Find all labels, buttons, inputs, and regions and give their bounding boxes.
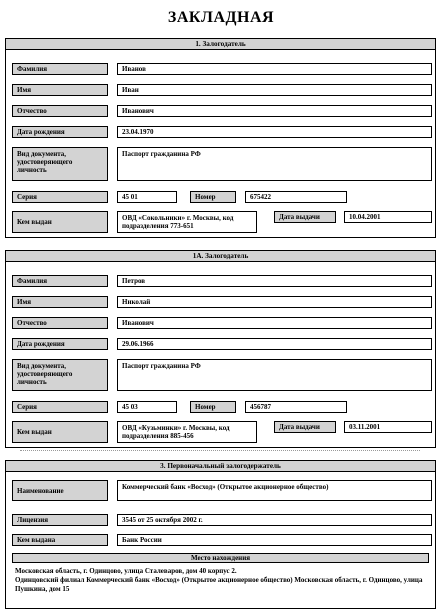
organization-label: Наименование bbox=[12, 480, 108, 501]
location-line-2: Одинцовский филиал Коммерческий банк «Восход» (Открытое акционерное общество) Московская область, г. Одинцово, улица Пушкина, дом 15 bbox=[15, 576, 423, 593]
name-field[interactable]: Иван bbox=[117, 84, 432, 96]
number-label: Номер bbox=[190, 191, 236, 203]
id-document-label: Вид документа, удостоверяющего личность bbox=[12, 147, 108, 181]
location-field[interactable] bbox=[12, 564, 429, 604]
number-label: Номер bbox=[190, 401, 236, 413]
name-field[interactable]: Николай bbox=[117, 296, 432, 308]
id-document-label: Вид документа, удостоверяющего личность bbox=[12, 359, 108, 391]
surname-label: Фамилия bbox=[12, 275, 108, 287]
section-original-pledgee bbox=[5, 460, 436, 609]
name-label: Имя bbox=[12, 84, 108, 96]
series-label: Серия bbox=[12, 401, 108, 413]
id-document-field[interactable]: Паспорт гражданина РФ bbox=[117, 359, 432, 391]
surname-label: Фамилия bbox=[12, 63, 108, 75]
number-field[interactable]: 456787 bbox=[245, 401, 347, 413]
issue-date-label: Дата выдачи bbox=[274, 211, 336, 223]
birth-date-label: Дата рождения bbox=[12, 126, 108, 138]
series-label: Серия bbox=[12, 191, 108, 203]
section-divider bbox=[20, 450, 420, 451]
license-field[interactable]: 3545 от 25 октября 2002 г. bbox=[117, 514, 432, 526]
number-field[interactable]: 675422 bbox=[245, 191, 347, 203]
license-label: Лицензия bbox=[12, 514, 108, 526]
id-document-field[interactable]: Паспорт гражданина РФ bbox=[117, 147, 432, 181]
organization-field[interactable]: Коммерческий банк «Восход» (Открытое акционерное общество) bbox=[117, 480, 432, 501]
surname-field[interactable]: Иванов bbox=[117, 63, 432, 75]
issued-by-field[interactable]: ОВД «Кузьминки» г. Москвы, код подразделения 885-456 bbox=[117, 421, 257, 443]
issue-date-label: Дата выдачи bbox=[274, 421, 336, 433]
document-title: ЗАКЛАДНАЯ bbox=[167, 9, 275, 26]
issued-by-label: Кем выдан bbox=[12, 211, 108, 233]
birth-date-label: Дата рождения bbox=[12, 338, 108, 350]
section-header: 3. Первоначальный залогодержатель bbox=[6, 461, 435, 472]
surname-field[interactable]: Петров bbox=[117, 275, 432, 287]
patronymic-field[interactable]: Иванович bbox=[117, 105, 432, 117]
issued-by-label: Кем выдан bbox=[12, 421, 108, 443]
name-label: Имя bbox=[12, 296, 108, 308]
location-header: Место нахождения bbox=[12, 553, 429, 563]
patronymic-label: Отчество bbox=[12, 317, 108, 329]
issue-date-field[interactable]: 10.04.2001 bbox=[344, 211, 432, 223]
issued-by-field[interactable]: ОВД «Сокольники» г. Москвы, код подразделения 773-651 bbox=[117, 211, 257, 233]
series-field[interactable]: 45 01 bbox=[117, 191, 177, 203]
section-header: 1А. Залогодатель bbox=[6, 251, 435, 262]
section-header: 1. Залогодатель bbox=[6, 39, 435, 50]
license-issuer-label: Кем выдана bbox=[12, 534, 108, 546]
section-pledger-1a bbox=[5, 250, 436, 448]
birth-date-field[interactable]: 23.04.1970 bbox=[117, 126, 432, 138]
license-issuer-field[interactable]: Банк России bbox=[117, 534, 432, 546]
location-line-1: Московская область, г. Одинцово, улица Сталеваров, дом 40 корпус 2. bbox=[15, 567, 237, 575]
series-field[interactable]: 45 03 bbox=[117, 401, 177, 413]
issue-date-field[interactable]: 03.11.2001 bbox=[344, 421, 432, 433]
patronymic-label: Отчество bbox=[12, 105, 108, 117]
patronymic-field[interactable]: Иванович bbox=[117, 317, 432, 329]
birth-date-field[interactable]: 29.06.1966 bbox=[117, 338, 432, 350]
section-pledger-1 bbox=[5, 38, 436, 238]
